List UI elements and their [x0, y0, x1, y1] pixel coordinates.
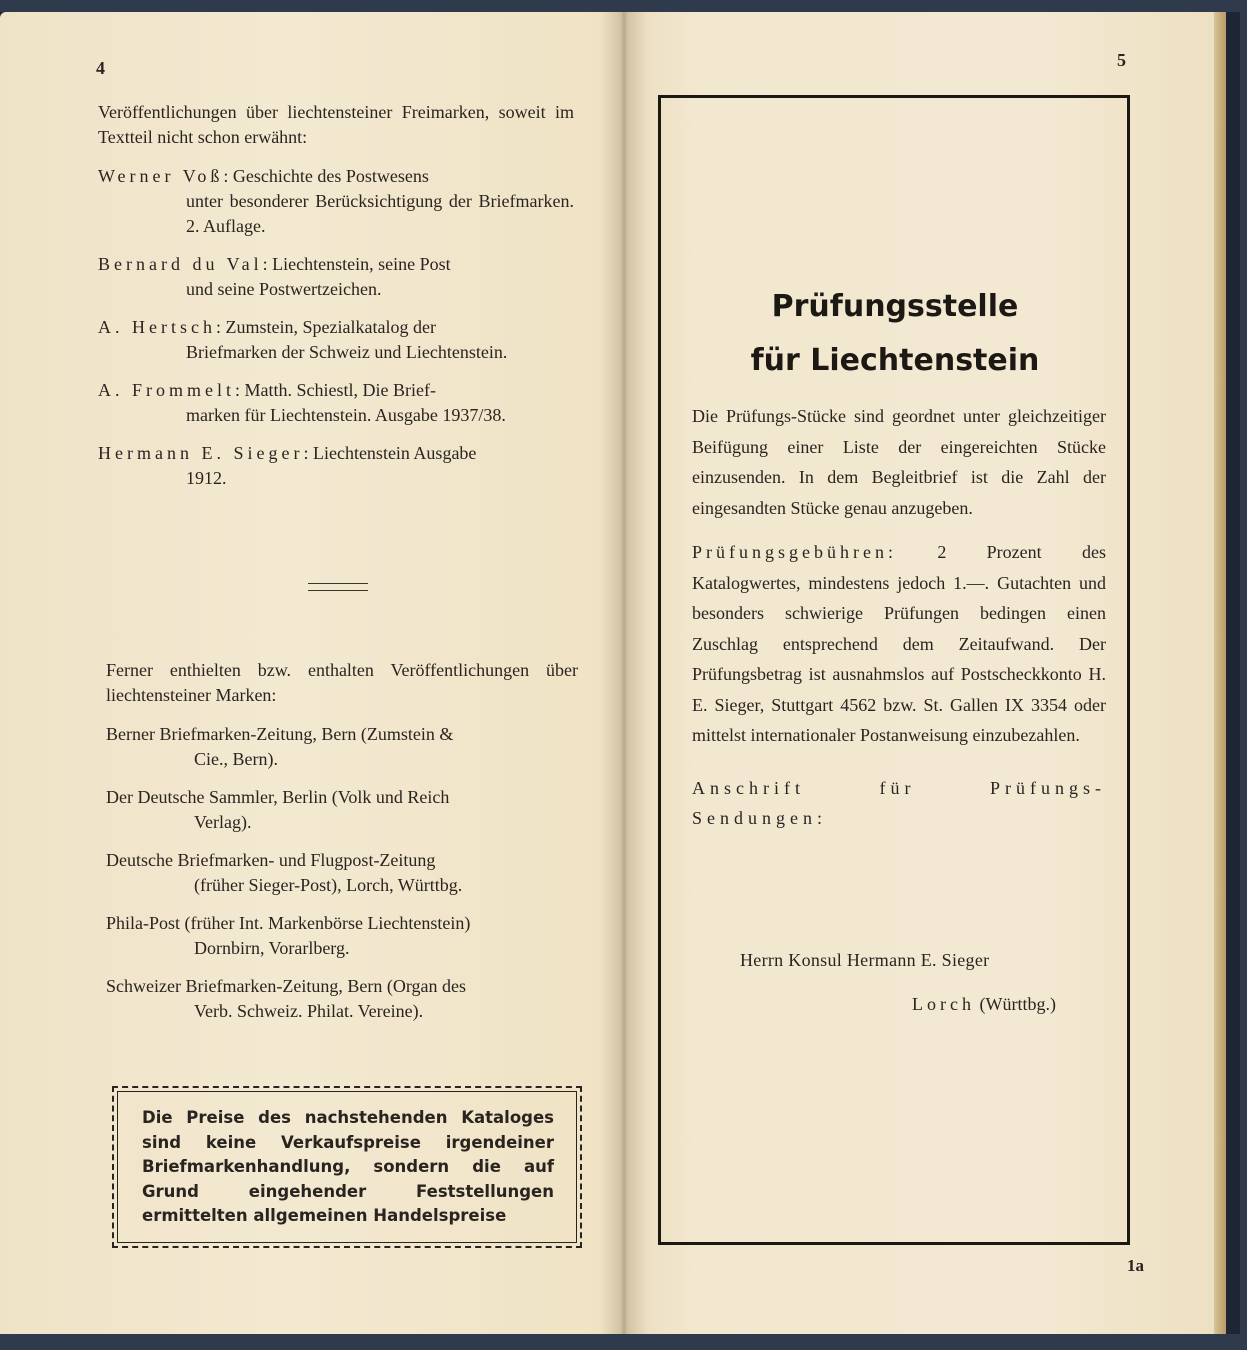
address-region: (Württbg.): [979, 994, 1056, 1014]
periodical-entry: [106, 848, 578, 898]
testing-office-text: [692, 401, 1106, 848]
publication-title: Matth. Schiestl, Die Brief-: [244, 380, 436, 400]
periodical-entry: [106, 785, 578, 835]
periodical-entry: [106, 974, 578, 1024]
title-line-1: Prüfungsstelle: [771, 289, 1019, 324]
book-gutter: [600, 12, 648, 1334]
periodical-title: Phila-Post (früher Int. Markenbörse Liechtenstein): [106, 913, 471, 933]
periodical-title-cont: Verlag).: [194, 812, 252, 832]
periodicals-intro: Ferner enthielten bzw. enthalten Veröffentlichungen über liechtensteiner Marken:: [106, 660, 578, 705]
address-city-line: [912, 994, 1056, 1015]
publication-author: A. Hertsch: [98, 317, 216, 337]
title-line-2: für Liechtenstein: [750, 343, 1040, 378]
publication-author: Werner Voß: [98, 166, 224, 186]
address-city: Lorch: [912, 994, 975, 1014]
periodical-entry: [106, 911, 578, 961]
periodicals-section: [106, 658, 578, 1037]
publication-entry: Werner Voß: Geschichte des Postwesens unter besonderer Berücksichtigung der Briefmarken. 2. Auflage.: [98, 164, 574, 239]
address-name: Herrn Konsul Hermann E. Sieger: [740, 950, 990, 970]
periodical-title-cont: Dornbirn, Vorarlberg.: [194, 938, 350, 958]
left-page-number: 4: [96, 58, 105, 78]
address-label: Anschrift für Prüfungs-Sendungen:: [692, 777, 1106, 828]
publication-entry: A. Hertsch: Zumstein, Spezialkatalog der Briefmarken der Schweiz und Liechtenstein.: [98, 315, 574, 365]
signature-mark: 1a: [1127, 1256, 1144, 1275]
publication-title-cont: und seine Postwertzeichen.: [186, 279, 382, 299]
publication-title-cont: 1912.: [186, 468, 227, 488]
submission-instructions: Die Prüfungs-Stücke sind geordnet unter gleichzeitiger Beifügung einer Liste der eingereichten Stücke einzusenden. In dem Begleitbrief ist die Zahl der eingesandten Stücke genau anzugeben.: [692, 406, 1106, 518]
publication-entry: Bernard du Val: Liechtenstein, seine Post und seine Postwertzeichen.: [98, 252, 574, 302]
fees-label: Prüfungsgebühren:: [692, 542, 897, 562]
page-edge: [1214, 12, 1226, 1334]
fees-text: 2 Prozent des Katalogwertes, mindestens jedoch 1.—. Gutachten und besonders schwierige Prüfungen bedingen einen Zuschlag entsprechend dem Zeitaufwand. Der Prüfungsbetrag ist ausnahmslos auf Postscheckkonto H. E. Sieger, Stuttgart 4562 bzw. St. Gallen IX 3354 oder mittelst internationaler Postanweisung einzubezahlen.: [692, 542, 1106, 745]
fees-paragraph: [692, 537, 1106, 751]
periodical-title-cont: Cie., Bern).: [194, 749, 278, 769]
publication-author: A. Frommelt: [98, 380, 235, 400]
section-divider: [308, 583, 368, 591]
publication-title-cont: unter besonderer Berücksichtigung der Briefmarken. 2. Auflage.: [186, 191, 574, 236]
periodical-title-cont: Verb. Schweiz. Philat. Vereine).: [194, 1001, 424, 1021]
periodical-entry: [106, 722, 578, 772]
price-notice-box: Die Preise des nachstehenden Kataloges sind keine Verkaufspreise irgendeiner Briefmarkenhandlung, sondern die auf Grund eingehender Feststellungen ermittelten allgemeinen Handelspreise: [112, 1086, 582, 1248]
publications-intro: Veröffentlichungen über liechtensteiner Freimarken, soweit im Textteil nicht schon erwähnt:: [98, 102, 574, 147]
testing-office-title: [660, 280, 1130, 388]
publication-entry: Hermann E. Sieger: Liechtenstein Ausgabe 1912.: [98, 441, 574, 491]
publication-title: Liechtenstein Ausgabe: [312, 443, 477, 463]
right-page-number: 5: [1117, 50, 1126, 70]
periodical-title: Deutsche Briefmarken- und Flugpost-Zeitung: [106, 850, 436, 870]
periodical-title: Schweizer Briefmarken-Zeitung, Bern (Organ des: [106, 976, 467, 996]
publication-author: Hermann E. Sieger: [98, 443, 304, 463]
periodical-title: Der Deutsche Sammler, Berlin (Volk und Reich: [106, 787, 450, 807]
periodical-title: Berner Briefmarken-Zeitung, Bern (Zumstein &: [106, 724, 454, 744]
publication-author: Bernard du Val: [98, 254, 263, 274]
publication-title: Liechtenstein, seine Post: [272, 254, 451, 274]
periodical-title-cont: (früher Sieger-Post), Lorch, Württbg.: [194, 875, 463, 895]
publication-title-cont: marken für Liechtenstein. Ausgabe 1937/38.: [186, 405, 506, 425]
publication-entry: A. Frommelt: Matth. Schiestl, Die Brief- marken für Liechtenstein. Ausgabe 1937/38.: [98, 378, 574, 428]
publication-title: Zumstein, Spezialkatalog der: [225, 317, 436, 337]
publication-title-cont: Briefmarken der Schweiz und Liechtenstein.: [186, 342, 508, 362]
publication-title: Geschichte des Postwesens: [232, 166, 429, 186]
publications-section: [98, 100, 574, 504]
